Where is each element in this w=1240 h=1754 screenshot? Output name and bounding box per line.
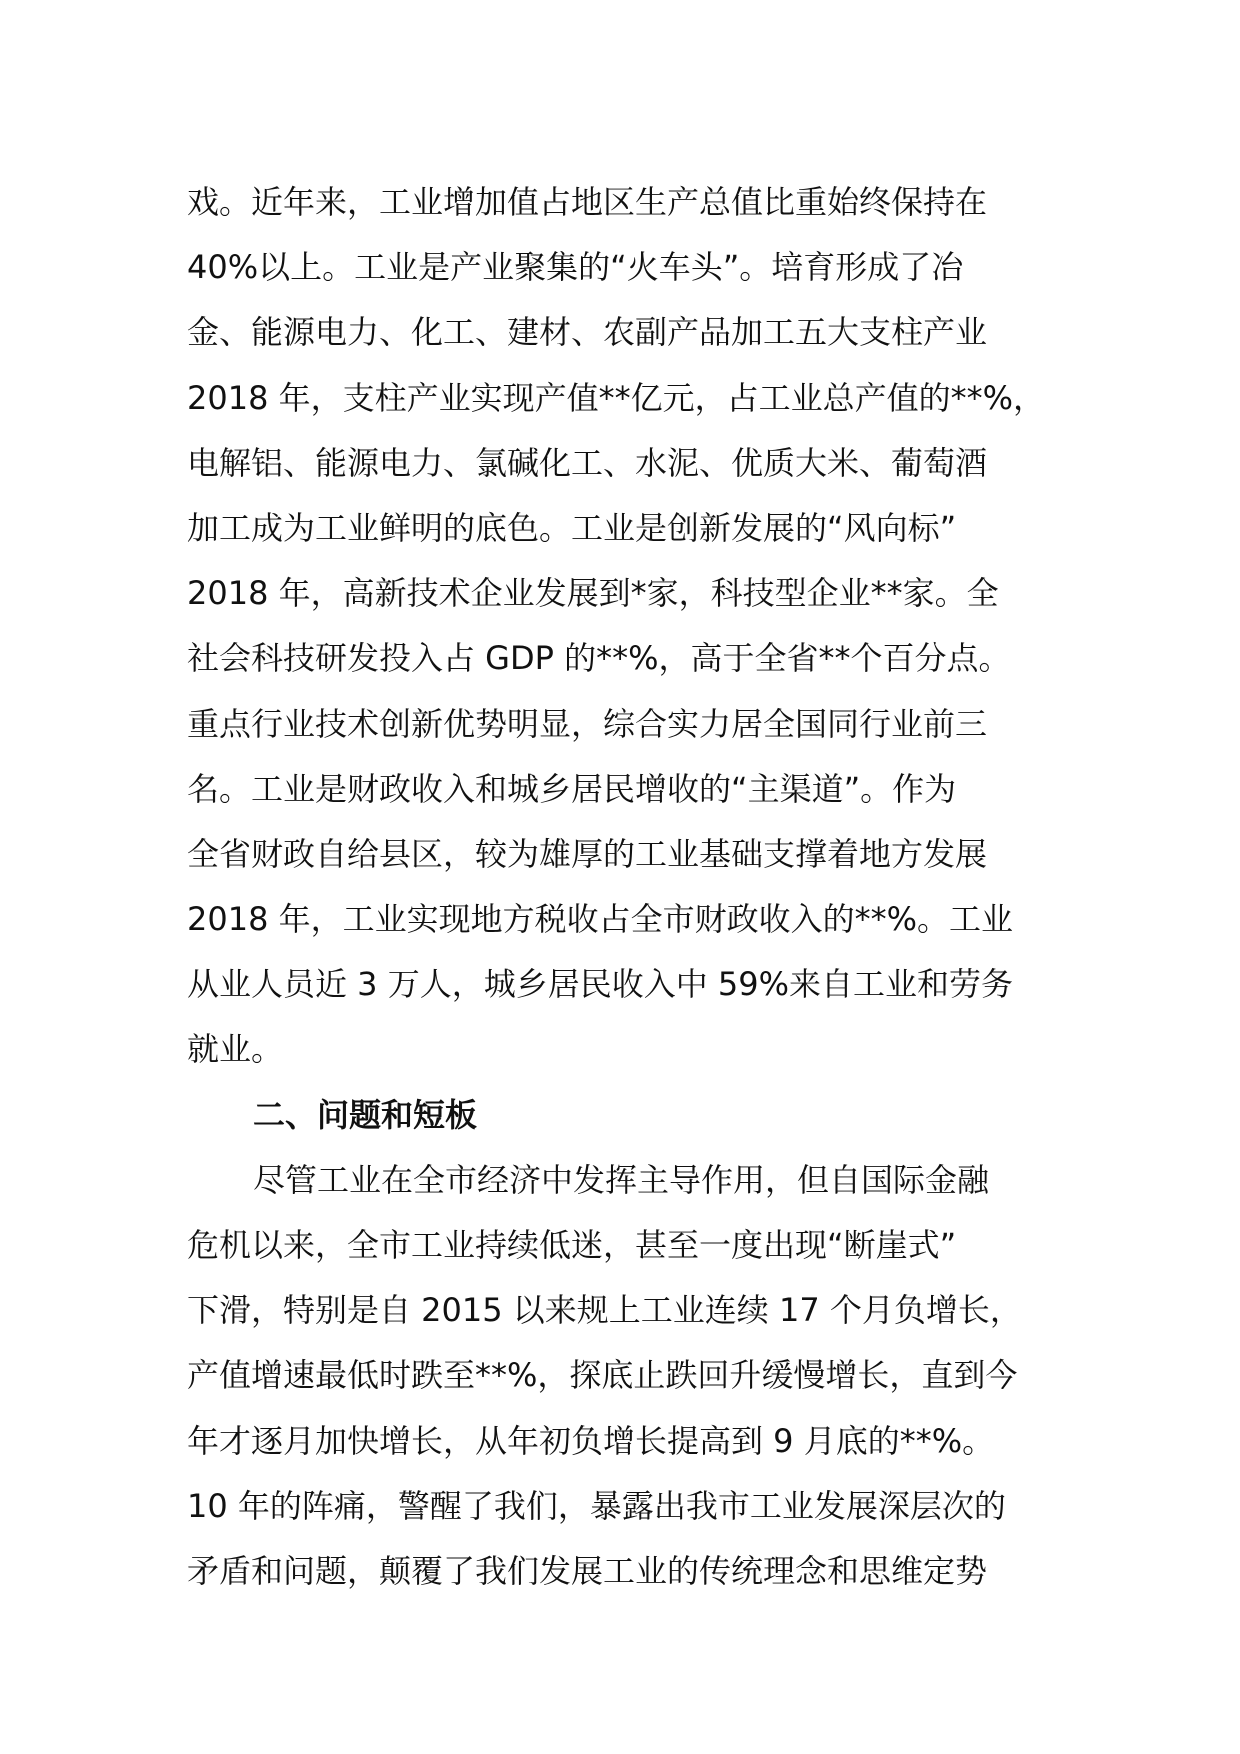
body-text: [187, 170, 1067, 1604]
text-line: 从业人员近 3 万人，城乡居民收入中 59%来自工业和劳务: [187, 965, 1014, 1004]
text-line: 社会科技研发投入占 GDP 的**%，高于全省**个百分点。: [187, 639, 1011, 678]
text-line: 加工成为工业鲜明的底色。工业是创新发展的“风向标”: [187, 508, 957, 547]
text-line: 产值增速最低时跌至**%，探底止跌回升缓慢增长，直到今: [187, 1356, 1018, 1395]
text-line: 2018 年，工业实现地方税收占全市财政收入的**%。工业: [187, 900, 1014, 939]
text-line: 电解铝、能源电力、氯碱化工、水泥、优质大米、葡萄酒: [187, 443, 988, 482]
paragraph-first-line: 尽管工业在全市经济中发挥主导作用，但自国际金融: [253, 1160, 990, 1199]
text-line: 年才逐月加快增长，从年初负增长提高到 9 月底的**%。: [187, 1421, 995, 1460]
text-line: 2018 年，支柱产业实现产值**亿元，占工业总产值的**%，: [187, 378, 1046, 417]
text-line: 矛盾和问题，颠覆了我们发展工业的传统理念和思维定势: [187, 1551, 988, 1590]
text-line: 戏。近年来，工业增加值占地区生产总值比重始终保持在: [187, 183, 988, 221]
text-line: 危机以来，全市工业持续低迷，甚至一度出现“断崖式”: [187, 1226, 957, 1264]
text-line: 全省财政自给县区，较为雄厚的工业基础支撑着地方发展: [187, 834, 988, 873]
text-line: 就业。: [187, 1030, 284, 1069]
text-line: 下滑，特别是自 2015 以来规上工业连续 17 个月负增长，: [187, 1291, 1022, 1330]
text-line: 名。工业是财政收入和城乡居民增收的“主渠道”。作为: [187, 769, 957, 808]
text-line: 重点行业技术创新优势明显，综合实力居全国同行业前三: [187, 704, 988, 743]
text-line: 2018 年，高新技术企业发展到*家，科技型企业**家。全: [187, 574, 999, 613]
text-line: 金、能源电力、化工、建材、农副产品加工五大支柱产业: [187, 313, 988, 352]
text-line: 40%以上。工业是产业聚集的“火车头”。培育形成了冶: [187, 248, 964, 287]
text-line: 10 年的阵痛，警醒了我们，暴露出我市工业发展深层次的: [187, 1486, 1006, 1525]
section-heading: 二、问题和短板: [253, 1095, 478, 1134]
